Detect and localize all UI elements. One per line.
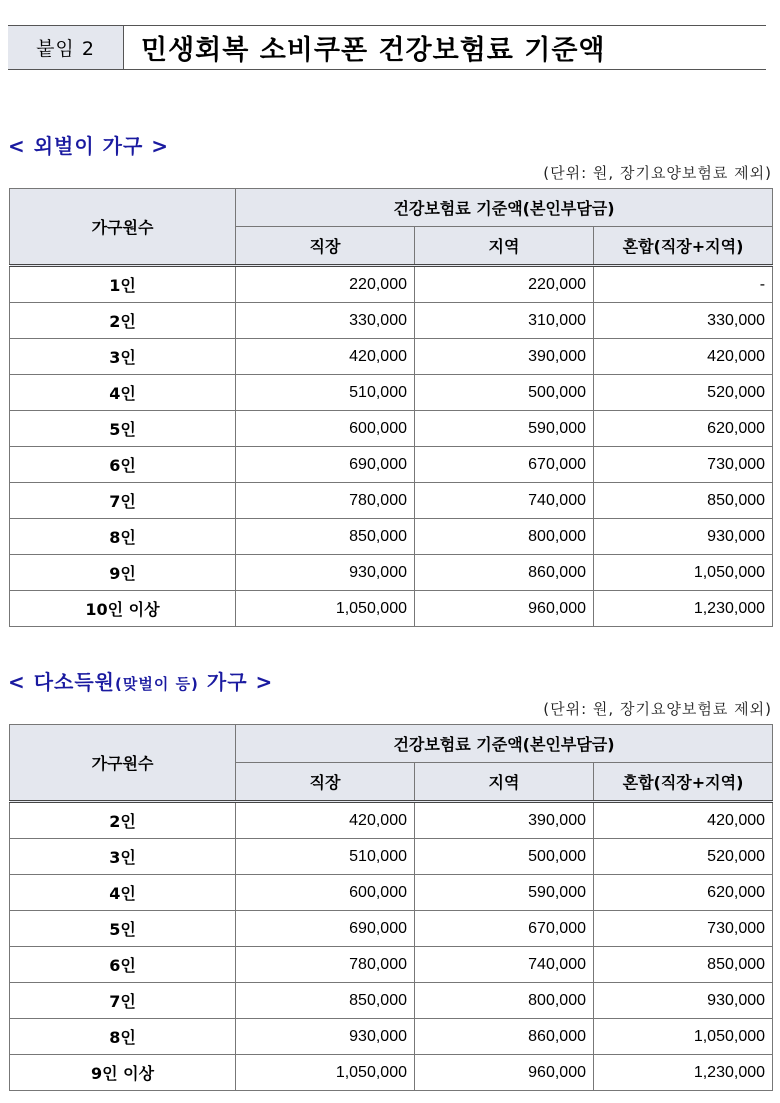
section-title-single-income bbox=[8, 130, 169, 159]
table-body bbox=[10, 266, 773, 627]
work-cell: 220,000 bbox=[236, 266, 415, 303]
table-row bbox=[10, 947, 773, 983]
mixed-cell: 520,000 bbox=[594, 839, 773, 875]
region-cell: 670,000 bbox=[415, 911, 594, 947]
section-title-multi-income bbox=[8, 666, 273, 695]
mixed-cell: 850,000 bbox=[594, 947, 773, 983]
table-row bbox=[10, 1055, 773, 1091]
region-cell: 390,000 bbox=[415, 339, 594, 375]
col-work-header: 직장 bbox=[236, 763, 415, 802]
household-cell: 6인 bbox=[10, 947, 236, 983]
household-cell: 3인 bbox=[10, 339, 236, 375]
mixed-cell: 730,000 bbox=[594, 447, 773, 483]
table-row bbox=[10, 266, 773, 303]
household-cell: 10인 이상 bbox=[10, 591, 236, 627]
table-row bbox=[10, 839, 773, 875]
work-cell: 600,000 bbox=[236, 875, 415, 911]
mixed-cell: - bbox=[594, 266, 773, 303]
unit-note: (단위: 원, 장기요양보험료 제외) bbox=[543, 700, 772, 718]
household-cell: 8인 bbox=[10, 1019, 236, 1055]
table-row bbox=[10, 303, 773, 339]
mixed-cell: 850,000 bbox=[594, 483, 773, 519]
region-cell: 800,000 bbox=[415, 519, 594, 555]
household-cell: 5인 bbox=[10, 911, 236, 947]
work-cell: 510,000 bbox=[236, 375, 415, 411]
mixed-cell: 620,000 bbox=[594, 411, 773, 447]
region-cell: 740,000 bbox=[415, 483, 594, 519]
region-cell: 860,000 bbox=[415, 1019, 594, 1055]
household-cell: 9인 이상 bbox=[10, 1055, 236, 1091]
mixed-cell: 1,230,000 bbox=[594, 1055, 773, 1091]
col-household-header: 가구원수 bbox=[10, 725, 236, 802]
region-cell: 960,000 bbox=[415, 591, 594, 627]
region-cell: 390,000 bbox=[415, 802, 594, 839]
mixed-cell: 730,000 bbox=[594, 911, 773, 947]
region-cell: 860,000 bbox=[415, 555, 594, 591]
section-title-main: < 외벌이 가구 > bbox=[8, 134, 170, 158]
mixed-cell: 930,000 bbox=[594, 983, 773, 1019]
mixed-cell: 620,000 bbox=[594, 875, 773, 911]
table-row bbox=[10, 339, 773, 375]
work-cell: 1,050,000 bbox=[236, 1055, 415, 1091]
work-cell: 510,000 bbox=[236, 839, 415, 875]
section-title-main: < 다소득원 bbox=[8, 670, 116, 694]
col-region-header: 지역 bbox=[415, 763, 594, 802]
mixed-cell: 1,050,000 bbox=[594, 1019, 773, 1055]
work-cell: 930,000 bbox=[236, 555, 415, 591]
work-cell: 420,000 bbox=[236, 802, 415, 839]
table-row bbox=[10, 911, 773, 947]
mixed-cell: 520,000 bbox=[594, 375, 773, 411]
unit-note: (단위: 원, 장기요양보험료 제외) bbox=[543, 164, 772, 182]
household-cell: 4인 bbox=[10, 375, 236, 411]
mixed-cell: 930,000 bbox=[594, 519, 773, 555]
work-cell: 1,050,000 bbox=[236, 591, 415, 627]
region-cell: 500,000 bbox=[415, 375, 594, 411]
work-cell: 850,000 bbox=[236, 519, 415, 555]
household-cell: 3인 bbox=[10, 839, 236, 875]
col-group-header: 건강보험료 기준액(본인부담금) bbox=[236, 189, 773, 227]
multi-income-table bbox=[9, 724, 773, 1091]
mixed-cell: 1,230,000 bbox=[594, 591, 773, 627]
table-row bbox=[10, 375, 773, 411]
table-row bbox=[10, 447, 773, 483]
table-row bbox=[10, 875, 773, 911]
mixed-cell: 420,000 bbox=[594, 339, 773, 375]
mixed-cell: 420,000 bbox=[594, 802, 773, 839]
table-row bbox=[10, 555, 773, 591]
col-mixed-header: 혼합(직장+지역) bbox=[594, 763, 773, 802]
region-cell: 590,000 bbox=[415, 411, 594, 447]
work-cell: 850,000 bbox=[236, 983, 415, 1019]
region-cell: 310,000 bbox=[415, 303, 594, 339]
attachment-tag: 붙임 2 bbox=[8, 26, 124, 69]
col-group-header: 건강보험료 기준액(본인부담금) bbox=[236, 725, 773, 763]
col-household-header: 가구원수 bbox=[10, 189, 236, 266]
col-work-header: 직장 bbox=[236, 227, 415, 266]
table-row bbox=[10, 519, 773, 555]
household-cell: 5인 bbox=[10, 411, 236, 447]
household-cell: 9인 bbox=[10, 555, 236, 591]
attachment-header bbox=[8, 25, 766, 70]
region-cell: 960,000 bbox=[415, 1055, 594, 1091]
work-cell: 780,000 bbox=[236, 483, 415, 519]
table-body bbox=[10, 802, 773, 1091]
page-title: 민생회복 소비쿠폰 건강보험료 기준액 bbox=[141, 35, 606, 66]
table-row bbox=[10, 411, 773, 447]
col-mixed-header: 혼합(직장+지역) bbox=[594, 227, 773, 266]
household-cell: 8인 bbox=[10, 519, 236, 555]
work-cell: 690,000 bbox=[236, 911, 415, 947]
table-row bbox=[10, 802, 773, 839]
section-title-end: 가구 > bbox=[206, 670, 274, 694]
region-cell: 220,000 bbox=[415, 266, 594, 303]
household-cell: 2인 bbox=[10, 303, 236, 339]
single-income-table bbox=[9, 188, 773, 627]
col-region-header: 지역 bbox=[415, 227, 594, 266]
table-row bbox=[10, 591, 773, 627]
work-cell: 930,000 bbox=[236, 1019, 415, 1055]
work-cell: 600,000 bbox=[236, 411, 415, 447]
section-title-note: (맞벌이 등) bbox=[115, 675, 199, 693]
table-row bbox=[10, 983, 773, 1019]
region-cell: 590,000 bbox=[415, 875, 594, 911]
household-cell: 4인 bbox=[10, 875, 236, 911]
table-row bbox=[10, 1019, 773, 1055]
household-cell: 7인 bbox=[10, 483, 236, 519]
mixed-cell: 1,050,000 bbox=[594, 555, 773, 591]
region-cell: 500,000 bbox=[415, 839, 594, 875]
household-cell: 1인 bbox=[10, 266, 236, 303]
mixed-cell: 330,000 bbox=[594, 303, 773, 339]
region-cell: 740,000 bbox=[415, 947, 594, 983]
region-cell: 800,000 bbox=[415, 983, 594, 1019]
work-cell: 330,000 bbox=[236, 303, 415, 339]
table-row bbox=[10, 483, 773, 519]
work-cell: 420,000 bbox=[236, 339, 415, 375]
household-cell: 7인 bbox=[10, 983, 236, 1019]
household-cell: 6인 bbox=[10, 447, 236, 483]
household-cell: 2인 bbox=[10, 802, 236, 839]
work-cell: 690,000 bbox=[236, 447, 415, 483]
work-cell: 780,000 bbox=[236, 947, 415, 983]
region-cell: 670,000 bbox=[415, 447, 594, 483]
